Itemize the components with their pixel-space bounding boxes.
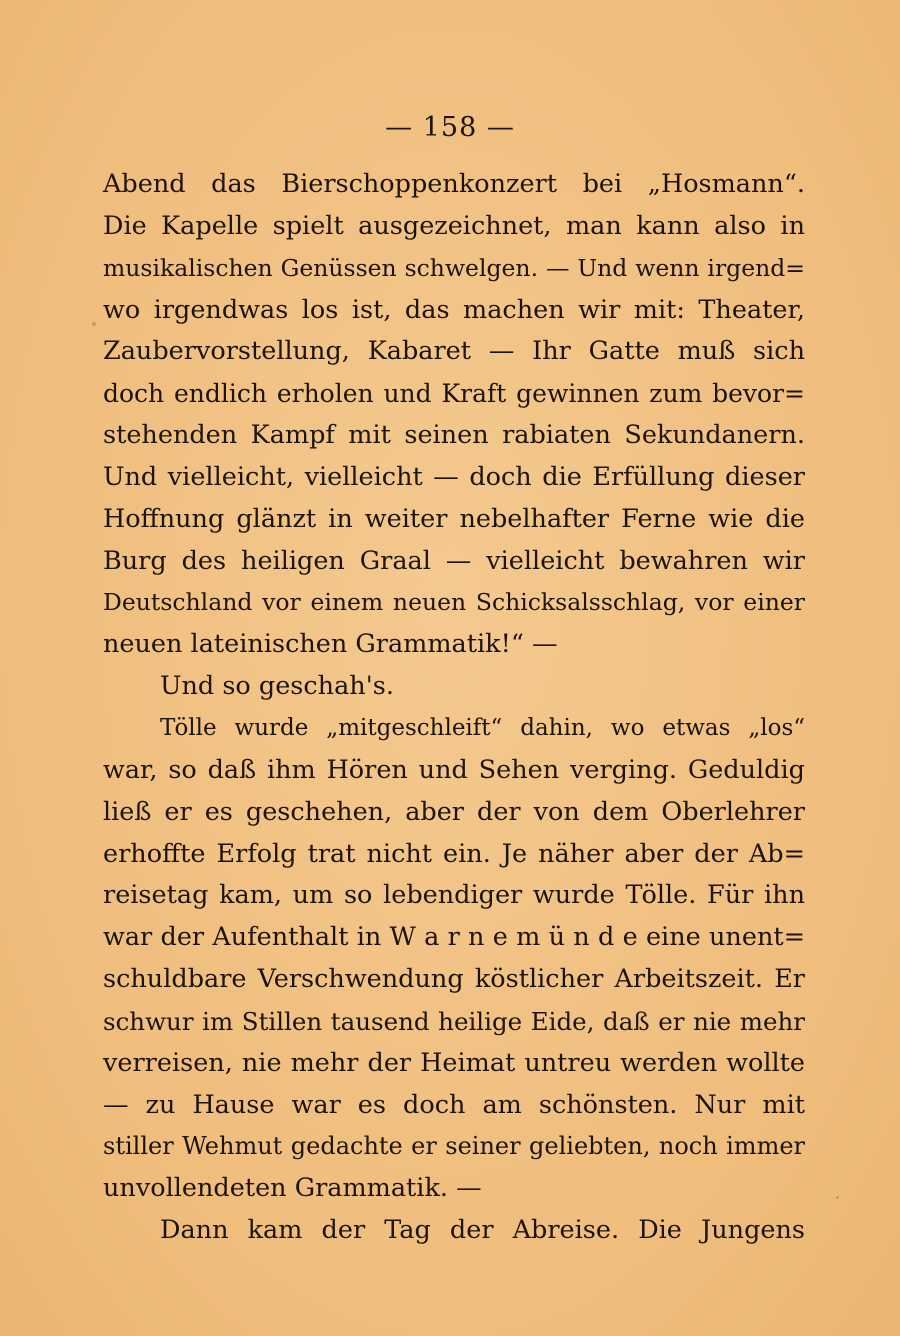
paragraph-start-line: Dann kam der Tag der Abreise. Die Jungens [160,1215,805,1246]
text-line: — zu Hause war es doch am schönsten. Nur mit [103,1089,805,1120]
text-line: ließ er es geschehen, aber der von dem Oberlehrer [103,796,805,827]
text-line: schuldbare Verschwendung köstlicher Arbeitszeit. Er [103,964,805,995]
text-line: Deutschland vor einem neuen Schicksalsschlag, vor einer [103,588,805,617]
text-line: unvollendeten Grammatik. — [103,1173,482,1204]
text-line: doch endlich erholen und Kraft gewinnen zum bevor= [103,379,805,409]
text-line: verreisen, nie mehr der Heimat untreu werden wollte [103,1047,805,1078]
text-line: stiller Wehmut gedachte er seiner geliebten, noch immer [103,1132,805,1161]
paragraph-start-line: Tölle wurde „mitgeschleift“ dahin, wo etwas „los“ [160,714,805,741]
text-line: war der Aufenthalt in W a r n e m ü n d e eine unent= [103,922,805,953]
body-text [103,164,805,1252]
text-line: neuen lateinischen Grammatik!“ — [103,629,558,660]
paragraph-start-line: Und so geschah's. [160,671,394,702]
text-line: Zaubervorstellung, Kabaret — Ihr Gatte muß sich [103,336,805,367]
text-line: reisetag kam, um so lebendiger wurde Tölle. Für ihn [103,880,805,911]
text-line: Burg des heiligen Graal — vielleicht bewahren wir [103,545,805,576]
text-line: Hoffnung glänzt in weiter nebelhafter Ferne wie die [103,503,805,534]
paper-speck [92,322,96,326]
text-line: erhoffte Erfolg trat nicht ein. Je näher aber der Ab= [103,838,805,869]
paper-speck [836,1196,839,1199]
text-line: schwur im Stillen tausend heilige Eide, daß er nie mehr [103,1006,805,1036]
text-line: wo irgendwas los ist, das machen wir mit: Theater, [103,294,805,325]
text-line: musikalischen Genüssen schwelgen. — Und wenn irgend= [103,253,805,282]
text-line: war, so daß ihm Hören und Sehen verging. Geduldig [103,754,805,785]
page-number: — 158 — [385,112,515,143]
text-line: Abend das Bierschoppenkonzert bei „Hosmann“. [103,169,805,199]
text-line: stehenden Kampf mit seinen rabiaten Sekundanern. [103,420,805,451]
text-line: Und vielleicht, vielleicht — doch die Erfüllung dieser [103,461,805,492]
text-line: Die Kapelle spielt ausgezeichnet, man kann also in [103,210,805,241]
